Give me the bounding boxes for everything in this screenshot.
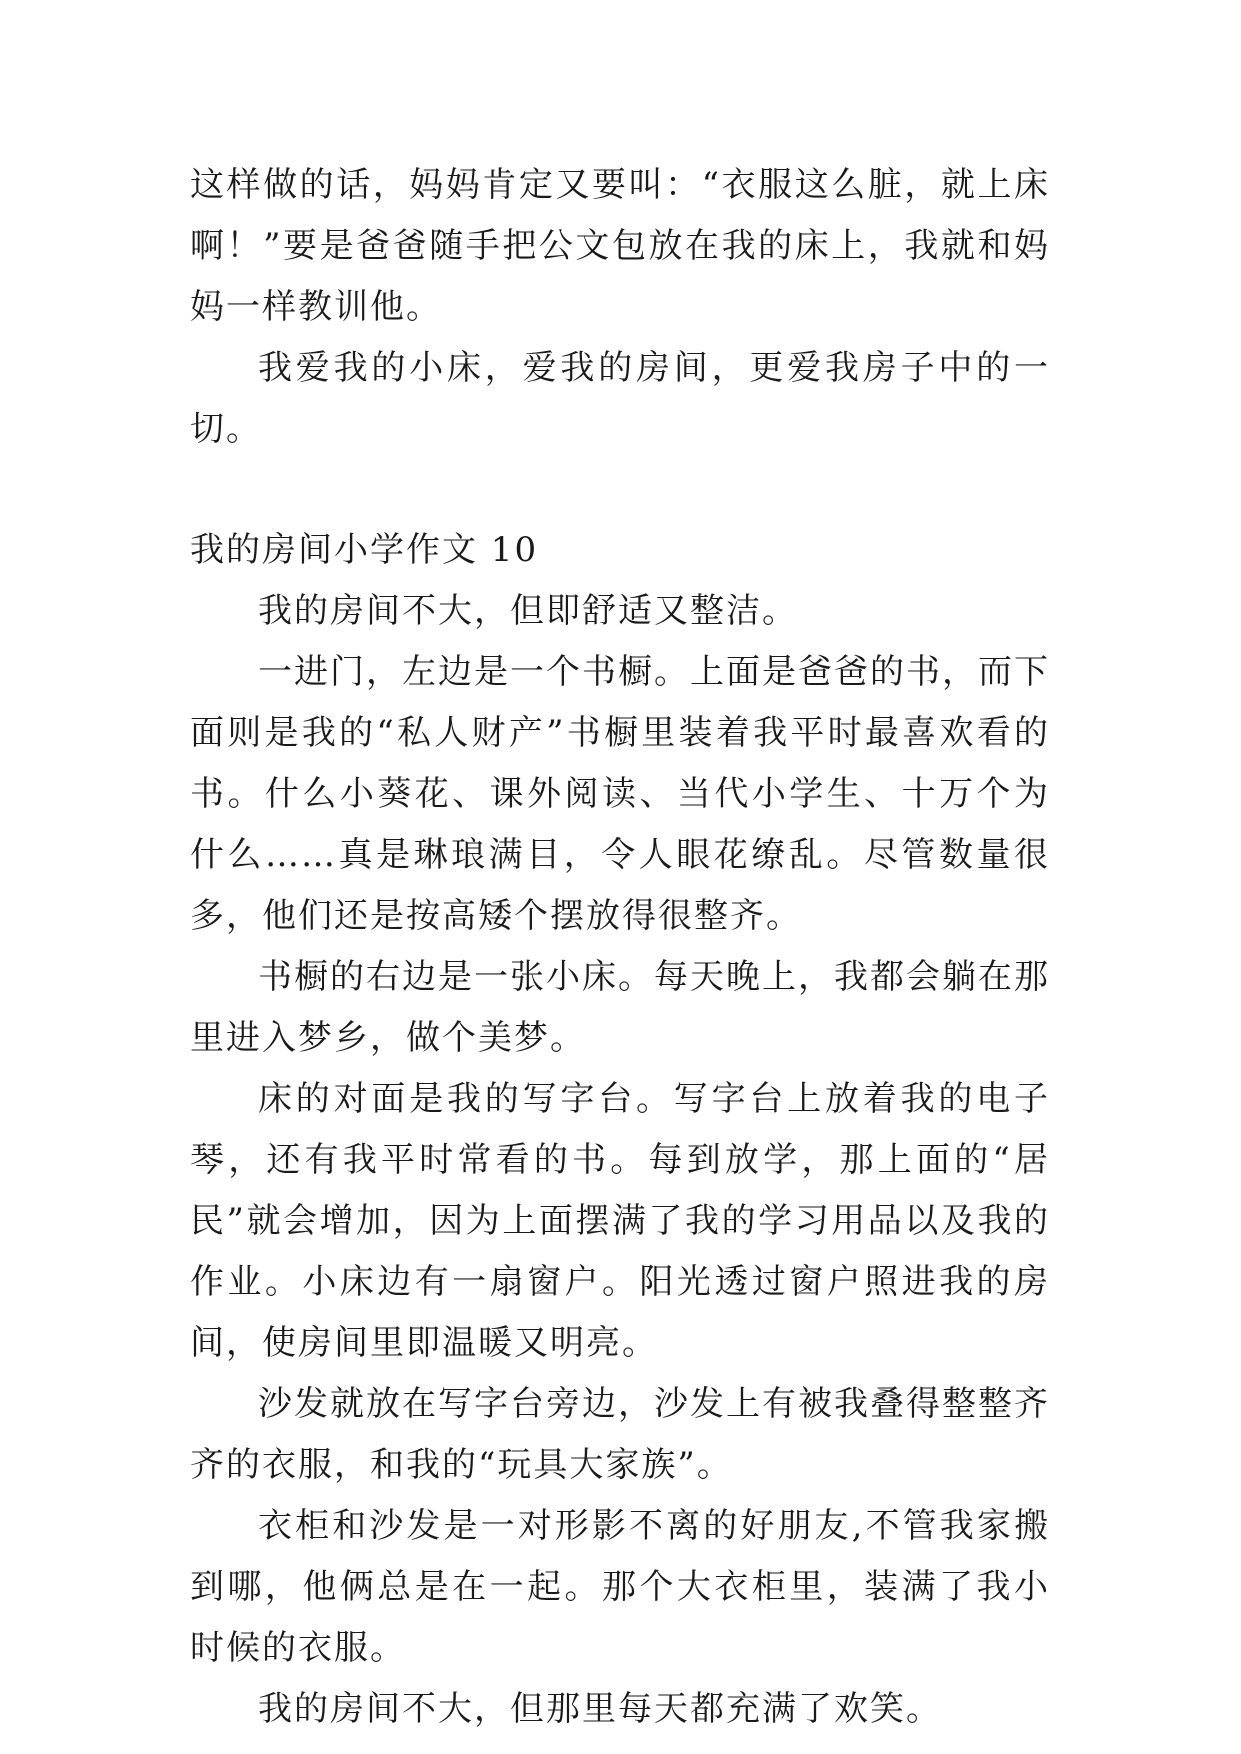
- paragraph-1: 我的房间不大，但即舒适又整洁。: [258, 591, 798, 631]
- paragraph-6: 衣柜和沙发是一对形影不离的好朋友,不管我家搬到哪，他俩总是在一起。那个大衣柜里，装满了我小时候的衣服。: [190, 1506, 1050, 1668]
- paragraph-prev-2: 我爱我的小床，爱我的房间，更爱我房子中的一切。: [190, 348, 1050, 449]
- paragraph-4: 床的对面是我的写字台。写字台上放着我的电子琴，还有我平时常看的书。每到放学，那上面的“居民”就会增加，因为上面摆满了我的学习用品以及我的作业。小床边有一扇窗户。阳光透过窗户照进我的房间，使房间里即温暖又明亮。: [190, 1079, 1050, 1363]
- paragraph-7: 我的房间不大，但那里每天都充满了欢笑。: [258, 1689, 942, 1729]
- essay-title: 我的房间小学作文 10: [190, 530, 539, 570]
- paragraph-5: 沙发就放在写字台旁边，沙发上有被我叠得整整齐齐的衣服，和我的“玩具大家族”。: [190, 1384, 1050, 1485]
- paragraph-2: 一进门，左边是一个书橱。上面是爸爸的书，而下面则是我的“私人财产”书橱里装着我平时最喜欢看的书。什么小葵花、课外阅读、当代小学生、十万个为什么……真是琳琅满目，令人眼花缭乱。尽管数量很多，他们还是按高矮个摆放得很整齐。: [190, 652, 1050, 936]
- section-gap: [190, 460, 1050, 520]
- paragraph-prev-1: 这样做的话，妈妈肯定又要叫：“衣服这么脏，就上床啊！”要是爸爸随手把公文包放在我的床上，我就和妈妈一样教训他。: [190, 165, 1050, 327]
- document-body: [190, 155, 1050, 1740]
- paragraph-3: 书橱的右边是一张小床。每天晚上，我都会躺在那里进入梦乡，做个美梦。: [190, 957, 1050, 1058]
